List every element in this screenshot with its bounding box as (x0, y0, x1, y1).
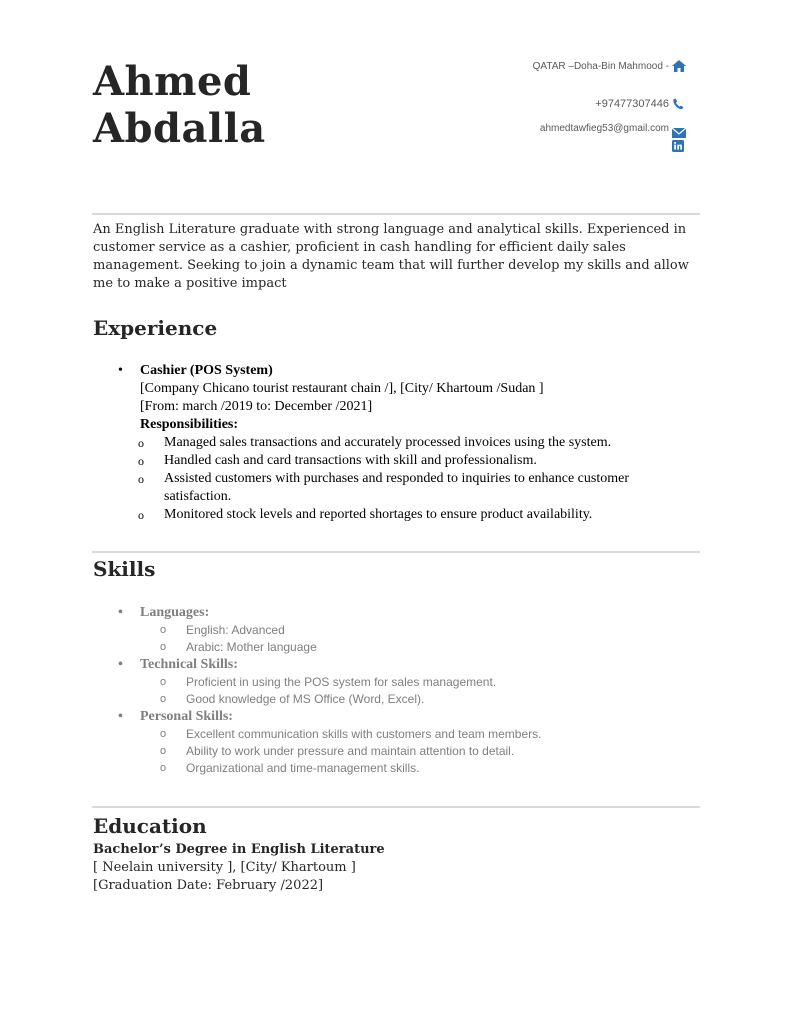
home-icon (672, 60, 686, 72)
job-title: Cashier (POS System) (140, 363, 273, 378)
candidate-name (93, 58, 266, 152)
list-item: o Organizational and time-management skills. (160, 761, 420, 775)
linkedin-icon[interactable] (672, 140, 686, 152)
phone-icon (672, 98, 686, 110)
list-item: o Ability to work under pressure and maintain attention to detail. (160, 744, 515, 758)
responsibilities-list (118, 434, 708, 524)
company: [Company Chicano tourist restaurant chain /], [City/ Khartoum /Sudan ] (140, 381, 544, 396)
list-item: o Excellent communication skills with customers and team members. (160, 727, 542, 741)
email-icon (672, 127, 686, 139)
degree: Bachelor’s Degree in English Literature (93, 842, 385, 857)
phone-text: +97477307446 (595, 98, 669, 110)
email-text[interactable]: ahmedtawfieg53@gmail.com (539, 122, 669, 134)
first-name: Ahmed (93, 58, 252, 105)
responsibilities-label: Responsibilities: (140, 417, 239, 432)
divider (92, 213, 700, 215)
list-item: o Monitored stock levels and reported shortages to ensure product availability. (138, 507, 593, 522)
divider (92, 551, 700, 553)
list-item: o Arabic: Mother language (160, 640, 317, 654)
phone-line (595, 98, 686, 110)
education-heading: Education (93, 814, 207, 838)
bullet: • (118, 363, 123, 378)
address-line (533, 60, 686, 72)
experience-section (118, 362, 708, 524)
list-item: o Assisted customers with purchases and responded to inquiries to enhance customer satisfaction. (138, 471, 630, 504)
skill-category: • Personal Skills: (118, 709, 233, 724)
education-section (93, 841, 385, 895)
list-item: o Good knowledge of MS Office (Word, Excel). (160, 692, 425, 706)
email-line[interactable] (540, 117, 686, 139)
graduation-date: [Graduation Date: February /2022] (93, 878, 324, 893)
skills-heading: Skills (93, 557, 156, 581)
employment-dates: [From: march /2019 to: December /2021] (140, 399, 373, 414)
list-item: o Proficient in using the POS system for sales management. (160, 675, 497, 689)
address-text: QATAR –Doha-Bin Mahmood - (532, 60, 669, 72)
list-item: o English: Advanced (160, 623, 285, 637)
divider (92, 806, 700, 808)
skill-category: • Languages: (118, 605, 210, 620)
linkedin-line[interactable] (669, 140, 686, 152)
last-name: Abdalla (93, 105, 266, 152)
experience-heading: Experience (93, 316, 218, 340)
skill-category: • Technical Skills: (118, 657, 238, 672)
list-item: o Managed sales transactions and accurately processed invoices using the system. (138, 435, 612, 450)
profile-summary: An English Literature graduate with strong language and analytical skills. Experienced in customer service as a cashier, proficient in cash handling for efficient daily sales management. Seeking to join a dynamic team that will further develop my skills and allow me to make a positive impact (93, 222, 689, 291)
skills-section (118, 604, 698, 777)
list-item: o Handled cash and card transactions with skill and professionalism. (138, 453, 537, 468)
school: [ Neelain university ], [City/ Khartoum ] (93, 860, 356, 875)
